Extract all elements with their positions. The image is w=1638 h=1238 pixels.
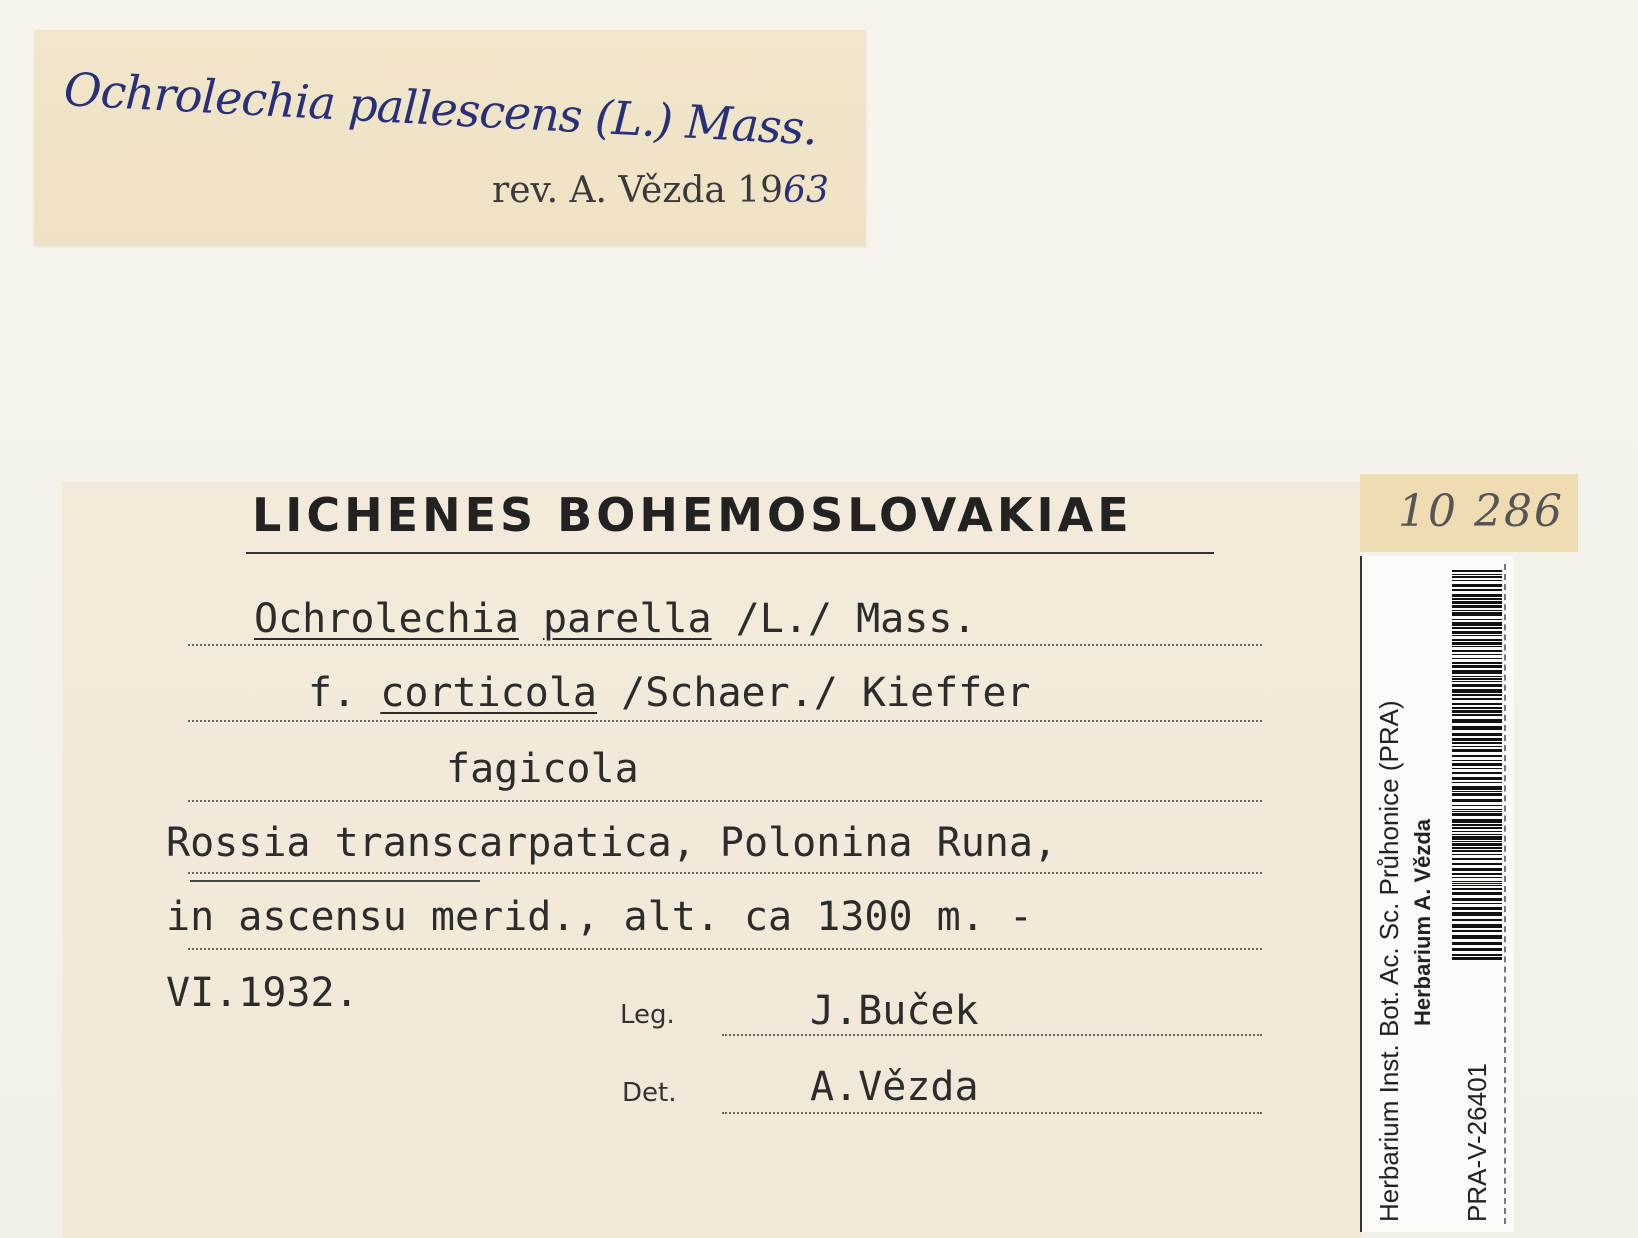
leg-value: J.Buček (810, 988, 979, 1034)
dotted-line (722, 1034, 1262, 1036)
revision-signature (492, 170, 829, 211)
specimen-id: PRA-V-26401 (1462, 1063, 1492, 1222)
title-rule (246, 552, 1214, 554)
revision-slip (34, 30, 866, 246)
short-rule (190, 880, 480, 882)
specimen-number: 10 286 (1398, 486, 1564, 537)
leg-label: Leg. (620, 1000, 675, 1030)
dotted-line (722, 1112, 1262, 1114)
forma-author: /Schaer./ Kieffer (621, 670, 1031, 716)
series-title: LICHENES BOHEMOSLOVAKIAE (252, 488, 1133, 542)
specimen-label (62, 482, 1362, 1238)
forma-line (308, 670, 1031, 716)
dotted-line (188, 644, 1262, 646)
dotted-line (188, 948, 1262, 950)
dotted-line (188, 720, 1262, 722)
species: parella (543, 596, 712, 642)
substrate: fagicola (446, 746, 639, 792)
locality-line-1: Rossia transcarpatica, Polonina Runa, (166, 820, 1058, 866)
barcode-strip (1360, 556, 1514, 1232)
collection-text: Herbarium A. Vězda (1410, 818, 1435, 1026)
det-label: Det. (622, 1078, 677, 1108)
forma-prefix: f. (308, 670, 357, 716)
det-value: A.Vězda (810, 1064, 979, 1110)
species-author: /L./ Mass. (735, 596, 977, 642)
locality-line-2: in ascensu merid., alt. ca 1300 m. - (166, 894, 1033, 940)
revision-taxon-handwritten: Ochrolechia pallescens (L.) Mass. (62, 62, 819, 156)
institution-text: Herbarium Inst. Bot. Ac. Sc. Průhonice (PRA) (1374, 700, 1404, 1222)
revision-revised-by: rev. A. Vězda 19 (492, 170, 784, 211)
revision-year-handwritten: 63 (783, 170, 829, 211)
dotted-line (188, 800, 1262, 802)
dotted-line (188, 872, 1262, 874)
specimen-number-slip (1360, 474, 1578, 552)
dashed-edge (1504, 564, 1506, 1224)
taxon-line (254, 596, 977, 642)
genus: Ochrolechia (254, 596, 519, 642)
forma: corticola (380, 670, 598, 716)
barcode-icon (1452, 570, 1502, 960)
collection-date: VI.1932. (166, 970, 359, 1016)
